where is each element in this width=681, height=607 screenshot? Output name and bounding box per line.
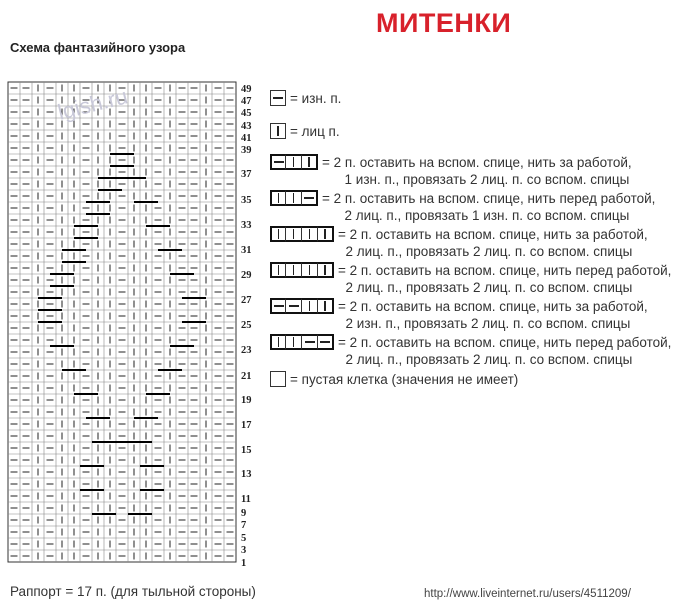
empty-cell-icon <box>270 371 286 387</box>
row-label: 37 <box>241 169 252 180</box>
row-label: 13 <box>241 469 252 480</box>
row-label: 49 <box>241 84 252 95</box>
legend-text: = 2 п. оставить на вспом. спице, нить за работой, 2 изн. п., провязать 2 лиц. п. со вспом. спицы <box>338 299 648 331</box>
purl-symbol-icon <box>270 90 286 106</box>
row-label: 17 <box>241 420 252 431</box>
legend-text: = 2 п. оставить на вспом. спице, нить за работой, 2 лиц. п., провязать 2 лиц. п. со вспом. спицы <box>338 227 648 259</box>
row-label: 31 <box>241 245 252 256</box>
page-title: МИТЕНКИ <box>376 8 512 38</box>
legend-text: = лиц п. <box>290 124 340 139</box>
legend-item-cable-3 <box>270 226 648 260</box>
cable-k4-back-icon <box>270 226 334 242</box>
row-label: 33 <box>241 220 252 231</box>
legend-item-cable-1 <box>270 154 632 188</box>
legend-item-empty <box>270 371 518 388</box>
legend-item-cable-2 <box>270 190 655 224</box>
legend-text: = 2 п. оставить на вспом. спице, нить перед работой, 2 лиц. п., провязать 1 изн. п. со вспом. спицы <box>322 191 656 223</box>
row-label: 27 <box>241 295 252 306</box>
repeat-note: Раппорт = 17 п. (для тыльной стороны) <box>10 584 256 599</box>
cable-k4-front-icon <box>270 262 334 278</box>
row-label: 3 <box>241 545 247 556</box>
legend-item-cable-4 <box>270 262 671 296</box>
legend-item-cable-5 <box>270 298 648 332</box>
legend-item-knit <box>270 123 340 140</box>
row-label: 19 <box>241 395 252 406</box>
row-label: 5 <box>241 533 247 544</box>
row-label: 9 <box>241 508 247 519</box>
legend-text: = пустая клетка (значения не имеет) <box>290 372 519 387</box>
row-label: 15 <box>241 445 252 456</box>
chart-watermark: lgish.ru <box>55 83 131 125</box>
row-label: 29 <box>241 270 252 281</box>
legend-text: = изн. п. <box>290 91 342 106</box>
legend-text: = 2 п. оставить на вспом. спице, нить за работой, 1 изн. п., провязать 2 лиц. п. со вспом. спицы <box>322 155 632 187</box>
source-url: http://www.liveinternet.ru/users/4511209/ <box>424 588 631 600</box>
row-label: 21 <box>241 371 252 382</box>
row-label: 43 <box>241 121 252 132</box>
row-label: 39 <box>241 145 252 156</box>
legend-text: = 2 п. оставить на вспом. спице, нить перед работой, 2 лиц. п., провязать 2 лиц. п. со вспом. спицы <box>338 335 672 367</box>
cable-k2-p2-front-icon <box>270 334 334 350</box>
row-label: 41 <box>241 133 252 144</box>
knit-symbol-icon <box>270 123 286 139</box>
row-label: 35 <box>241 195 252 206</box>
row-label: 23 <box>241 345 252 356</box>
row-label: 45 <box>241 108 252 119</box>
row-label: 11 <box>241 494 251 505</box>
legend-item-cable-6 <box>270 334 671 368</box>
row-label: 7 <box>241 520 247 531</box>
row-label: 1 <box>241 558 247 569</box>
legend-item-purl <box>270 90 341 107</box>
row-label: 25 <box>241 320 252 331</box>
cable-p2-k2-back-icon <box>270 298 334 314</box>
row-label: 47 <box>241 96 252 107</box>
chart-subtitle: Схема фантазийного узора <box>10 40 186 55</box>
cable-p1-k2-back-icon <box>270 154 318 170</box>
cable-k2-p1-front-icon <box>270 190 318 206</box>
legend-text: = 2 п. оставить на вспом. спице, нить перед работой, 2 лиц. п., провязать 2 лиц. п. со вспом. спицы <box>338 263 672 295</box>
